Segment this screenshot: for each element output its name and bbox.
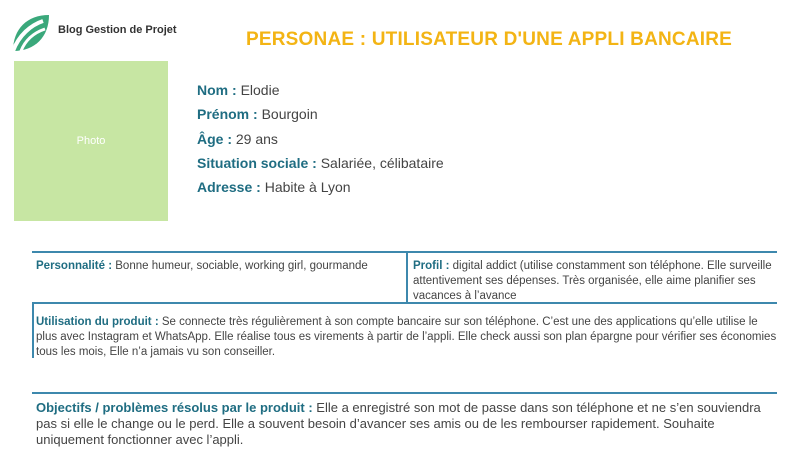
field-situation-label: Situation sociale : <box>197 155 317 171</box>
field-situation <box>197 155 444 171</box>
field-prenom-value: Bourgoin <box>261 106 318 122</box>
field-nom-value: Elodie <box>240 82 280 98</box>
profil-text: digital addict (utilise constamment son téléphone. Elle surveille attentivement ses dépenses. Très organisée, elle aime planifier ses vacances à l’avance <box>413 260 772 302</box>
field-adresse-label: Adresse : <box>197 179 261 195</box>
personnalite-label: Personnalité : <box>36 260 113 272</box>
objectifs-section <box>36 400 781 448</box>
divider-left <box>32 303 34 358</box>
utilisation-label: Utilisation du produit : <box>36 316 159 328</box>
field-prenom-label: Prénom : <box>197 106 258 122</box>
page-title: PERSONAE : UTILISATEUR D'UNE APPLI BANCAIRE <box>246 29 733 50</box>
divider-vertical <box>406 252 408 302</box>
field-situation-value: Salariée, célibataire <box>320 155 444 171</box>
field-age-label: Âge : <box>197 131 232 147</box>
objectifs-text: Elle a enregistré son mot de passe dans son téléphone et ne s’en souviendra pas si elle le change ou le perd. Elle a souvent besoin d’avancer ses amis ou de les rembourser rapidement. Souhaite uniquement fonctionner avec l’appli. <box>36 400 761 447</box>
divider-top <box>32 251 777 253</box>
personnalite-section <box>36 259 386 274</box>
field-nom <box>197 82 279 98</box>
personnalite-text: Bonne humeur, sociable, working girl, gourmande <box>115 260 368 272</box>
profil-label: Profil : <box>413 260 450 272</box>
utilisation-text: Se connecte très régulièrement à son compte bancaire sur son téléphone. C’est une des applications qu’elle utilise le plus avec Instagram et WhatsApp. Elle réalise tous es virements à partir de l’appli. Elle check aussi son plan épargne pour vérifier ses économies tous les mois, Elle n’a jamais vu son conseiller. <box>36 316 777 358</box>
field-age <box>197 131 278 147</box>
field-adresse-value: Habite à Lyon <box>264 179 351 195</box>
objectifs-label: Objectifs / problèmes résolus par le produit : <box>36 400 313 415</box>
field-prenom <box>197 106 318 122</box>
photo-label: Photo <box>76 135 106 147</box>
field-nom-label: Nom : <box>197 82 237 98</box>
brand-name: Blog Gestion de Projet <box>58 24 177 36</box>
photo-placeholder <box>14 61 168 221</box>
utilisation-section <box>36 315 781 360</box>
logo-icon <box>9 11 53 55</box>
field-age-value: 29 ans <box>235 131 278 147</box>
profil-section <box>413 259 775 304</box>
field-adresse <box>197 179 351 195</box>
divider-bottom <box>32 392 777 394</box>
